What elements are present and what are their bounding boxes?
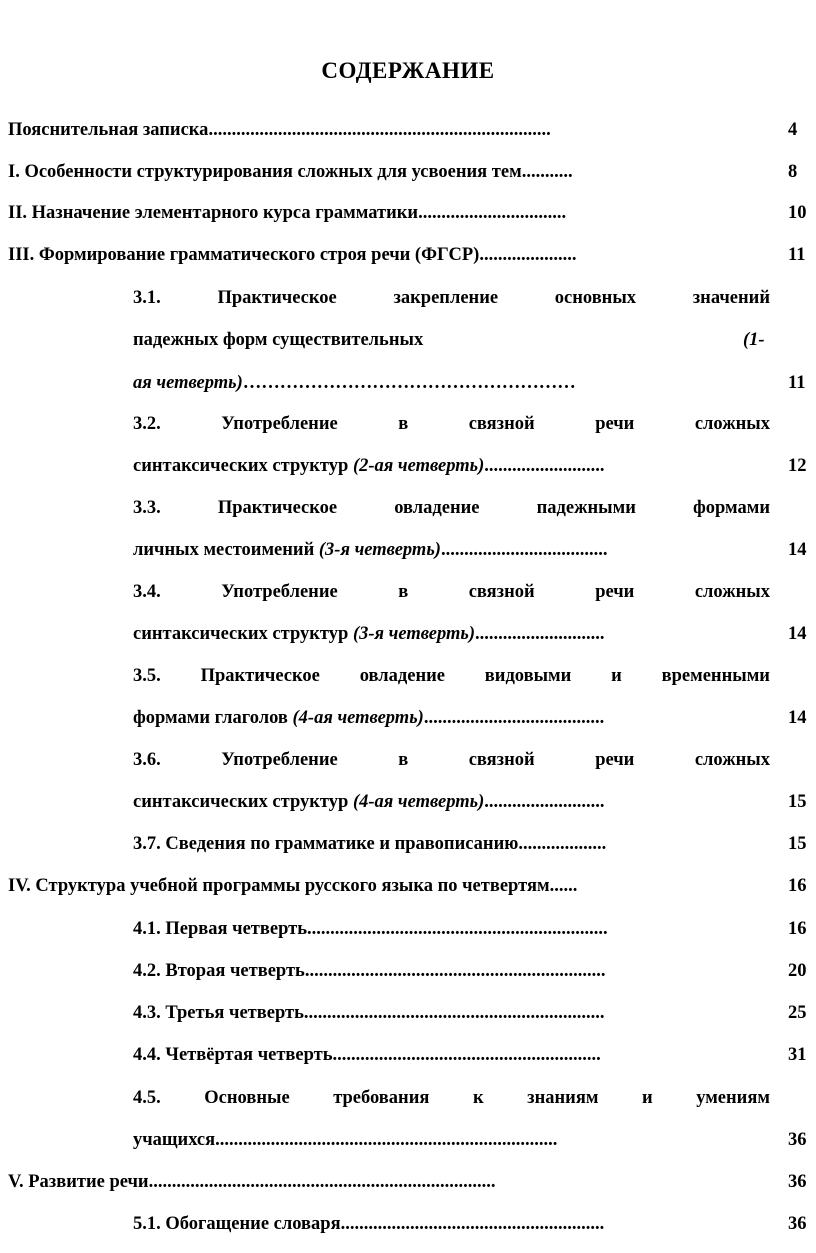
word: 3.3.	[133, 498, 161, 518]
word: временными	[661, 666, 770, 686]
toc-page-number: 12	[788, 456, 807, 476]
toc-page-number: 10	[788, 203, 807, 223]
word: к	[472, 1088, 484, 1108]
word: падежными	[536, 498, 636, 518]
toc-entry-3-4-line-2[interactable]	[133, 625, 605, 644]
toc-entry-5-1[interactable]	[133, 1215, 604, 1234]
toc-entry-4-5-line-1[interactable]	[133, 1089, 770, 1108]
word: 4.5.	[133, 1088, 161, 1108]
toc-entry-text: 4.4. Четвёртая четверть	[133, 1045, 333, 1065]
toc-leader-dots: ...........	[521, 162, 573, 182]
toc-leader-dots: .................................................................	[307, 919, 608, 939]
word: и	[641, 1088, 653, 1108]
toc-entry-text: II. Назначение элементарного курса грамматики	[8, 203, 419, 223]
toc-entry-text: V. Развитие речи	[8, 1172, 149, 1192]
toc-leader-dots: .....................	[479, 245, 577, 265]
toc-leader-dots: ......	[549, 876, 578, 896]
toc-entry-3-2-line-2[interactable]	[133, 457, 605, 476]
toc-entry-3-7[interactable]	[133, 835, 606, 854]
toc-leader-dots: ..........................................................................	[215, 1130, 558, 1150]
toc-page-number: 36	[788, 1172, 807, 1192]
toc-leader-dots: .................................................................	[304, 961, 606, 981]
toc-entry-text: синтаксических структур	[133, 624, 353, 644]
toc-entry-text: 4.2. Вторая четверть	[133, 961, 305, 981]
toc-page-number: 15	[788, 834, 807, 854]
toc-entry-4-2[interactable]	[133, 962, 605, 981]
toc-entry-text: формами глаголов	[133, 708, 293, 728]
word: Употребление	[221, 582, 338, 602]
word: сложных	[694, 414, 770, 434]
toc-leader-dots: .................................................................	[303, 1003, 605, 1023]
toc-leader-dots: .......................................	[423, 708, 605, 728]
word: 3.4.	[133, 582, 161, 602]
word: знаниям	[527, 1088, 599, 1108]
word: сложных	[694, 582, 770, 602]
word: речи	[595, 582, 635, 602]
word: значений	[692, 288, 770, 308]
toc-entry-3-1-line-3[interactable]	[133, 374, 576, 393]
word: основных	[554, 288, 637, 308]
word: Практическое	[200, 666, 320, 686]
toc-leader-dots: ............................	[475, 624, 605, 644]
toc-entry-text: I. Особенности структурирования сложных для усвоения тем	[8, 162, 522, 182]
word: Практическое	[217, 498, 338, 518]
toc-entry-3-4-line-1[interactable]	[133, 583, 770, 602]
toc-entry-3-1-line-1[interactable]	[133, 289, 770, 308]
word: требования	[333, 1088, 430, 1108]
toc-entry-quarter: (4-ая четверть)	[352, 792, 485, 812]
word: связной	[468, 414, 535, 434]
toc-leader-dots: .........................................................	[340, 1214, 605, 1234]
toc-entry-explanatory-note[interactable]	[8, 121, 551, 140]
word: закрепление	[393, 288, 499, 308]
toc-entry-text: личных местоимений	[133, 540, 319, 560]
toc-page-number: 4	[788, 120, 798, 140]
word: Практическое	[217, 288, 337, 308]
word: 3.2.	[133, 414, 161, 434]
toc-entry-3-3-line-2[interactable]	[133, 541, 607, 560]
toc-entry-4-1[interactable]	[133, 920, 608, 939]
toc-entry-3-5-line-1[interactable]	[133, 667, 770, 686]
toc-entry-3-1-quarter-start: (1-	[743, 330, 765, 350]
toc-page-number: 14	[788, 708, 807, 728]
toc-entry-text: 4.3. Третья четверть	[133, 1003, 304, 1023]
word: 3.6.	[133, 750, 161, 770]
toc-page-number: 15	[788, 792, 807, 812]
page-title: СОДЕРЖАНИЕ	[321, 58, 495, 83]
toc-leader-dots: ..........................	[484, 456, 605, 476]
toc-entry-section-4[interactable]	[8, 877, 577, 896]
toc-entry-quarter: ая четверть)	[133, 373, 243, 393]
word: Употребление	[221, 414, 338, 434]
toc-leader-dots: ....................................	[440, 540, 608, 560]
toc-entry-section-2[interactable]	[8, 204, 566, 223]
toc-entry-3-6-line-2[interactable]	[133, 793, 605, 812]
toc-entry-4-4[interactable]	[133, 1046, 601, 1065]
word: 3.1.	[133, 288, 161, 308]
toc-entry-4-3[interactable]	[133, 1004, 605, 1023]
word: умениям	[696, 1088, 770, 1108]
toc-entry-section-1[interactable]	[8, 163, 573, 182]
word: в	[398, 750, 409, 770]
word: связной	[468, 582, 535, 602]
word: в	[398, 414, 409, 434]
toc-entry-quarter: (4-ая четверть)	[292, 708, 424, 728]
toc-page-number: 14	[788, 540, 807, 560]
toc-page-number: 20	[788, 961, 807, 981]
toc-page-number: 14	[788, 624, 807, 644]
word: Употребление	[221, 750, 338, 770]
toc-page-number: 11	[788, 373, 806, 393]
toc-entry-3-6-line-1[interactable]	[133, 751, 770, 770]
toc-entry-3-3-line-1[interactable]	[133, 499, 770, 518]
toc-leader-dots: ................................	[418, 203, 567, 223]
toc-page-number: 11	[788, 245, 806, 265]
toc-leader-dots: ………………………………………………	[242, 373, 576, 393]
toc-entry-text: 3.7. Сведения по грамматике и правописанию	[133, 834, 519, 854]
toc-entry-text: 4.1. Первая четверть	[133, 919, 307, 939]
toc-entry-text: учащихся	[133, 1130, 216, 1150]
word: формами	[692, 498, 770, 518]
toc-page-number: 16	[788, 919, 807, 939]
toc-entry-text: 5.1. Обогащение словаря	[133, 1214, 341, 1234]
word: речи	[595, 414, 635, 434]
toc-entry-3-1-line-2: падежных форм существительных	[133, 330, 424, 350]
toc-leader-dots: ...................	[518, 834, 607, 854]
toc-entry-quarter: (3-я четверть)	[318, 540, 441, 560]
toc-page-number: 8	[788, 162, 798, 182]
toc-entry-text: IV. Структура учебной программы русского языка по четвертям	[8, 876, 550, 896]
word: и	[611, 666, 622, 686]
word: Основные	[204, 1088, 290, 1108]
word: сложных	[694, 750, 770, 770]
word: в	[398, 582, 409, 602]
word: речи	[595, 750, 635, 770]
toc-entry-text: III. Формирование грамматического строя речи (ФГСР)	[8, 245, 480, 265]
word: овладение	[359, 666, 445, 686]
toc-leader-dots: ..........................	[484, 792, 605, 812]
toc-entry-text: Пояснительная записка	[8, 120, 209, 140]
toc-page-number: 31	[788, 1045, 807, 1065]
word: овладение	[394, 498, 480, 518]
toc-entry-3-5-line-2[interactable]	[133, 709, 604, 728]
toc-leader-dots: ...........................................................................	[148, 1172, 496, 1192]
toc-entry-3-2-line-1[interactable]	[133, 415, 770, 434]
toc-page-number: 36	[788, 1214, 807, 1234]
toc-leader-dots: ..........................................................	[332, 1045, 601, 1065]
word: 3.5.	[133, 666, 161, 686]
toc-entry-4-5-line-2[interactable]	[133, 1131, 557, 1150]
toc-entry-text: синтаксических структур	[133, 456, 353, 476]
word: видовыми	[484, 666, 572, 686]
toc-page-number: 25	[788, 1003, 807, 1023]
toc-entry-section-3[interactable]	[8, 246, 576, 265]
toc-leader-dots: ..........................................................................	[208, 120, 551, 140]
toc-entry-text: синтаксических структур	[133, 792, 353, 812]
toc-entry-section-5[interactable]	[8, 1173, 495, 1192]
toc-page-number: 36	[788, 1130, 807, 1150]
toc-page-number: 16	[788, 876, 807, 896]
toc-entry-quarter: (2-ая четверть)	[352, 456, 485, 476]
word: связной	[468, 750, 535, 770]
toc-entry-quarter: (3-я четверть)	[352, 624, 475, 644]
